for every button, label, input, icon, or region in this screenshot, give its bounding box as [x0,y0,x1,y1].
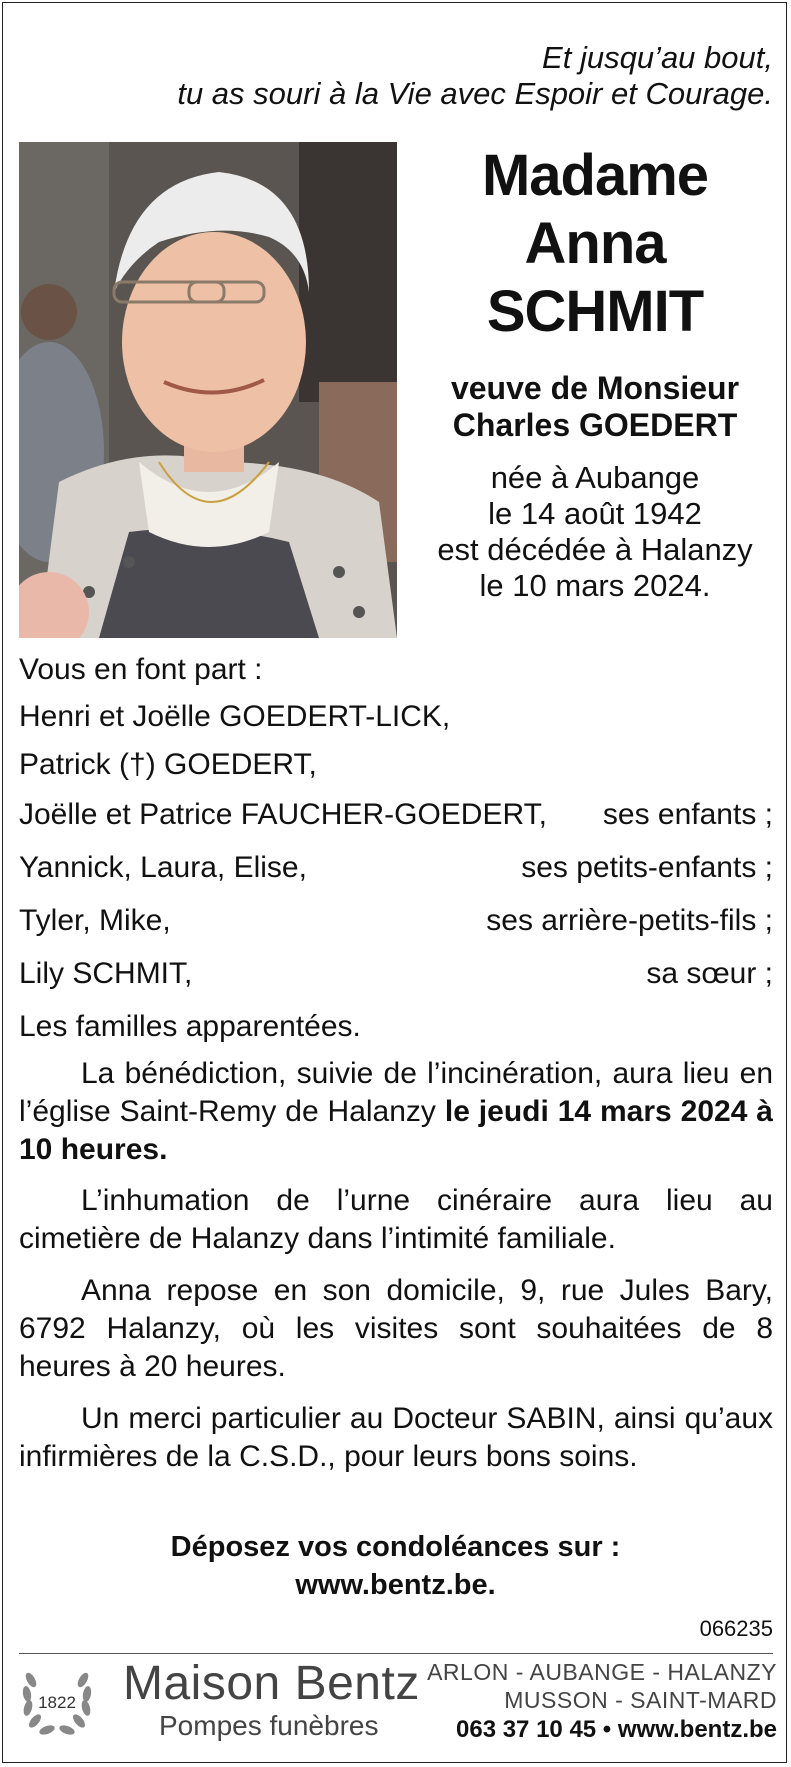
thanks-paragraph [19,1400,773,1476]
epigraph-quote [177,40,773,112]
family-relation: ses petits-enfants ; [521,851,773,884]
family-relation: sa sœur ; [646,957,773,990]
visits-paragraph [19,1272,773,1386]
funeral-home-footer [19,1656,779,1756]
family-names: Tyler, Mike, [19,904,171,937]
reference-number: 066235 [699,1616,773,1641]
family-row [19,848,773,901]
honorific: Madame [481,143,709,208]
quote-line-2: tu as souri à la Vie avec Espoir et Courage. [177,76,773,111]
family-row [19,795,773,848]
family-intro-text: Vous en font part : [19,653,263,686]
family-row [19,745,773,795]
born-date: le 14 août 1942 [488,496,702,531]
family-intro [19,650,773,697]
condolences-link[interactable]: www.bentz.be. [295,1569,496,1601]
deceased-block [410,142,780,604]
towns-line-2: MUSSON - SAINT-MARD [504,1687,777,1713]
brand-name: Maison Bentz [123,1657,420,1710]
footer-divider [19,1653,773,1654]
badge-year: 1822 [38,1693,76,1712]
thanks-text: Un merci particulier au Docteur SABIN, ainsi qu’aux infirmières de la C.S.D., pour leurs bons soins. [19,1402,773,1473]
condolences-line-1: Déposez vos condoléances sur : [170,1531,621,1563]
contact-info[interactable]: 063 37 10 45 • www.bentz.be [456,1716,777,1743]
family-names: Les familles apparentées. [19,1010,361,1043]
family-row [19,954,773,1007]
widow-of [410,370,780,444]
died-place: est décédée à Halanzy [437,532,753,567]
condolences-block [0,1528,791,1604]
family-row [19,697,773,745]
family-relation: ses enfants ; [602,798,773,831]
born-place: née à Aubange [490,460,700,495]
last-name: SCHMIT [486,279,704,344]
laurel-badge-icon [19,1658,95,1742]
family-names: Henri et Joëlle GOEDERT-LICK, [19,700,451,733]
portrait-illustration [19,142,397,638]
portrait-photo [19,142,397,638]
first-name: Anna [524,211,666,276]
family-names: Lily SCHMIT, [19,957,193,990]
widow-line-2: Charles GOEDERT [452,407,738,443]
family-names: Patrick (†) GOEDERT, [19,748,317,781]
ceremony-text: La bénédiction, suivie de l’incinération, aura lieu en l’église Saint-Remy de Halanzy [19,1057,773,1128]
towns-list [427,1658,777,1714]
widow-line-1: veuve de Monsieur [450,370,740,406]
ceremony-date: le jeudi 14 mars 2024 à 10 heures. [19,1095,773,1166]
visits-text: Anna repose en son domicile, 9, rue Jules Bary, 6792 Halanzy, où les visites sont souhaitées de 8 heures à 20 heures. [19,1274,773,1383]
family-row [19,1007,773,1060]
birth-death-dates [410,460,780,604]
quote-line-1: Et jusqu’au bout, [542,40,773,75]
family-names: Joëlle et Patrice FAUCHER-GOEDERT, [19,798,547,831]
inhumation-paragraph [19,1182,773,1258]
family-announcement [19,650,773,1060]
family-names: Yannick, Laura, Elise, [19,851,307,884]
died-date: le 10 mars 2024. [479,568,711,603]
family-row [19,901,773,954]
brand-tagline: Pompes funèbres [159,1710,379,1741]
inhumation-text: L’inhumation de l’urne cinéraire aura lieu au cimetière de Halanzy dans l’intimité familiale. [19,1184,773,1255]
ceremony-paragraph [19,1055,773,1169]
towns-line-1: ARLON - AUBANGE - HALANZY [427,1659,777,1685]
family-relation: ses arrière-petits-fils ; [486,904,773,937]
